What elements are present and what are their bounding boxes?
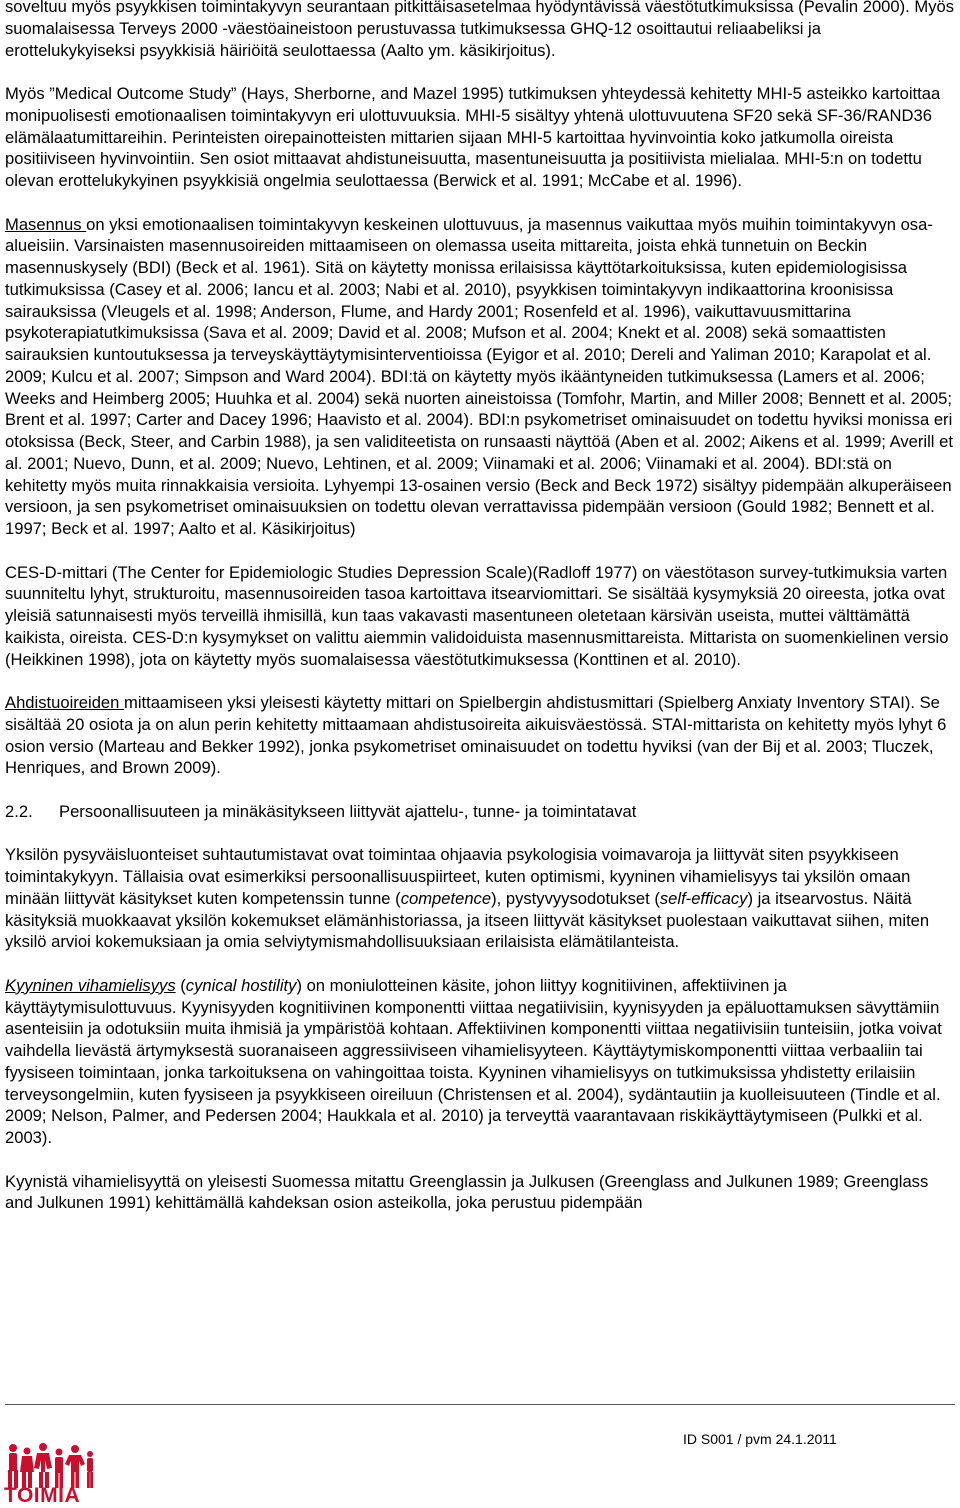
paragraph-ahdistus: Ahdistuoireiden mittaamiseen yksi yleisesti käytetty mittari on Spielbergin ahdistusmittari (Spielberg Anxiaty Inventory STAI). Se sisältää 20 osiota ja on alun perin kehitetty mittaamaan ahdistusoireita aikuisväestössä. STAI-mittarista on kehitetty myös lyhyt 6 osion versio (Marteau and Bekker 1992), jonka psykometriset ominaisuudet on todettu hyviksi (van der Bij et al. 2003; Tluczek, Henriques, and Brown 2009).	[5, 693, 947, 778]
paragraph-ces-d: CES-D-mittari (The Center for Epidemiologic Studies Depression Scale)(Radloff 1977) on väestötason survey-tutkimuksia varten suunniteltu lyhyt, strukturoitu, masennusoireiden tasoa kartoittava itsearviomittari. Se sisältää kysymyksiä 20 oireesta, jotka ovat yleisiä satunnaisesti myös terveillä ihmisillä, kun taas vakavasti masentuneen oletetaan kärsivän useista, muttei välttämättä kaikista, oireista. CES-D:n kysymykset on valittu aiemmin validoiduista masennusmittareista. Mittarista on suomenkielinen versio (Heikkinen 1998), jota on käytetty myös suomalaisessa väestötutkimuksessa (Konttinen et al. 2010).	[5, 562, 949, 669]
term-kyyninen-vihamielisyys: Kyyninen vihamielisyys	[5, 975, 176, 995]
footer-divider	[5, 1404, 955, 1405]
document-id: ID S001 / pvm 24.1.2011	[683, 1431, 837, 1447]
paragraph-mhi5: Myös ”Medical Outcome Study” (Hays, Sherborne, and Mazel 1995) tutkimuksen yhteydessä kehitetty MHI-5 asteikko kartoittaa monipuolisesti emotionaalisen toimintakyvyn eri ulottuvuuksia. MHI-5 sisältyy yhtenä ulottuvuutena SF20 sekä SF-36/RAND36 elämälaatumittareihin. Perinteisten oirepainotteisten mittarien sijaan MHI-5 kartoittaa hyvinvointia koko jatkumolla oireista positiiviseen hyvinvointiin. Sen osiot mittaavat ahdistuneisuutta, masentuneisuutta ja positiivista mielialaa. MHI-5:n on todettu olevan erottelukykyinen psyykkisiä ongelmia seulottaessa (Berwick et al. 1991; McCabe et al. 1996).	[5, 84, 941, 190]
paragraph-ghq12: soveltuu myös psyykkisen toimintakyvyn seurantaan pitkittäisasetelmaa hyödyntävissä väestötutkimuksissa (Pevalin 2000). Myös suomalaisessa Terveys 2000 -väestöaineistoon perustuvassa tutkimuksessa GHQ-12 osoittautui reliaabeliksi ja erottelukykyiseksi psyykkisiä häiriöitä seulottaessa (Aalto ym. käsikirjoitus).	[5, 0, 955, 60]
term-ahdistusoireet: Ahdistuoireiden	[5, 693, 125, 712]
paragraph-greenglass: Kyynistä vihamielisyyttä on yleisesti Suomessa mitattu Greenglassin ja Julkusen (Greenglass and Julkunen 1989; Greenglass and Julkunen 1991) kehittämällä kahdeksan osion asteikolla, joka perustuu pidempään	[5, 1171, 929, 1213]
term-masennus: Masennus	[5, 214, 87, 234]
section-heading	[5, 801, 955, 823]
section-title: Persoonallisuuteen ja minäkäsitykseen liittyvät ajattelu-, tunne- ja toimintatavat	[59, 801, 637, 821]
paragraph-persoonallisuus: Yksilön pysyväisluonteiset suhtautumistavat ovat toimintaa ohjaavia psykologisia voimavaroja ja liittyvät siten psyykkiseen toimintakykyyn. Tällaisia ovat esimerkiksi persoonallisuuspiirteet, kuten optimismi, kyyninen vihamielisyys tai yksilön omaan minään liittyvät käsitykset kuten kompetenssin tunne (competence), pystyvyysodotukset (self-efficacy) ja itsearvostus. Näitä käsityksiä muokkaavat yksilön kokemukset elämänhistoriassa, ja itseen liittyvät käsitykset puolestaan vaikuttavat siihen, miten yksilö arvioi kokemuksiaan ja omia selviytymismahdollisuuksiaan erilaisista elämätilanteista.	[5, 845, 930, 952]
section-number: 2.2.	[5, 801, 33, 821]
logo-text: TOIMIA	[4, 1484, 81, 1507]
document-body	[5, 0, 955, 1214]
paragraph-kyyninen-vihamielisyys: Kyyninen vihamielisyys (cynical hostility) on moniulotteinen käsite, johon liittyy kognitiivinen, affektiivinen ja käyttäytymisulottuvuus. Kyynisyyden kognitiivinen komponentti viittaa negatiivisiin, kyynisyyden ja epäluottamuksen sävyttämiin asenteisiin ja odotuksiin muita ihmisiä ja ympäristöä kohtaan. Affektiivinen komponentti viittaa negatiivisiin tunteisiin, jotka voivat vaihdella lievästä ärtymyksestä suoranaiseen aggressiiviseen vihamielisyyteen. Käyttäytymiskomponentti viittaa verbaaliin tai fyysiseen toimintaan, jonka tarkoituksena on vahingoittaa toista. Kyyninen vihamielisyys on tutkimuksissa yhdistetty erilaisiin terveysongelmiin, kuten fyysiseen ja psyykkiseen oireiluun (Christensen et al. 2004), sydäntautiin ja kuolleisuuteen (Tindle et al. 2009; Nelson, Palmer, and Pedersen 2004; Haukkala et al. 2010) ja terveyttä vaarantavaan riskikäyttäytymiseen (Pulkki et al. 2003).	[5, 975, 942, 1147]
paragraph-masennus: Masennus on yksi emotionaalisen toimintakyvyn keskeinen ulottuvuus, ja masennus vaikuttaa myös muihin toimintakyvyn osa-alueisiin. Varsinaisten masennusoireiden mittaamiseen on olemassa useita mittareita, joista ehkä tunnetuin on Beckin masennuskysely (BDI) (Beck et al. 1961). Sitä on käytetty monissa erilaisissa käyttötarkoituksissa, kuten epidemiologisissa tutkimuksissa (Casey et al. 2006; Iancu et al. 2003; Nabi et al. 2010), psyykkisen toimintakyvyn indikaattorina kroonisissa sairauksissa (Vleugels et al. 1998; Anderson, Flume, and Hardy 2001; Rosenfeld et al. 1996), vaikuttavuusmittarina psykoterapiatutkimuksissa (Sava et al. 2009; David et al. 2008; Mufson et al. 2004; Knekt et al. 2008) sekä somaattisten sairauksien kuntoutuksessa ja terveyskäyttäytymisinterventioissa (Eyigor et al. 2010; Dereli and Yaliman 2010; Karapolat et al. 2009; Kulcu et al. 2007; Simpson and Ward 2004). BDI:tä on käytetty myös ikääntyneiden tutkimuksessa (Lamers et al. 2006; Weeks and Heimberg 2005; Huuhka et al. 2004) sekä nuorten aineistoissa (Tomfohr, Martin, and Miller 2008; Bennett et al. 2005; Brent et al. 1997; Carter and Dacey 1996; Haavisto et al. 2004). BDI:n psykometriset ominaisuudet on todettu hyviksi monissa eri otoksissa (Beck, Steer, and Carbin 1988), ja sen validiteetista on runsaasti näyttöä (Aben et al. 2002; Aikens et al. 1999; Averill et al. 2001; Nuevo, Dunn, et al. 2009; Nuevo, Lehtinen, et al. 2009; Viinamaki et al. 2006; Viinamaki et al. 2004). BDI:stä on kehitetty myös muita rinnakkaisia versioita. Lyhyempi 13-osainen versio (Beck and Beck 1972) sisältyy pidempään alkuperäiseen versioon, ja sen psykometriset ominaisuuksien on todettu olevan verrattavissa pidempään versioon (Gould 1982; Bennett et al. 1997; Beck et al. 1997; Aalto et al. Käsikirjoitus)	[5, 214, 953, 538]
